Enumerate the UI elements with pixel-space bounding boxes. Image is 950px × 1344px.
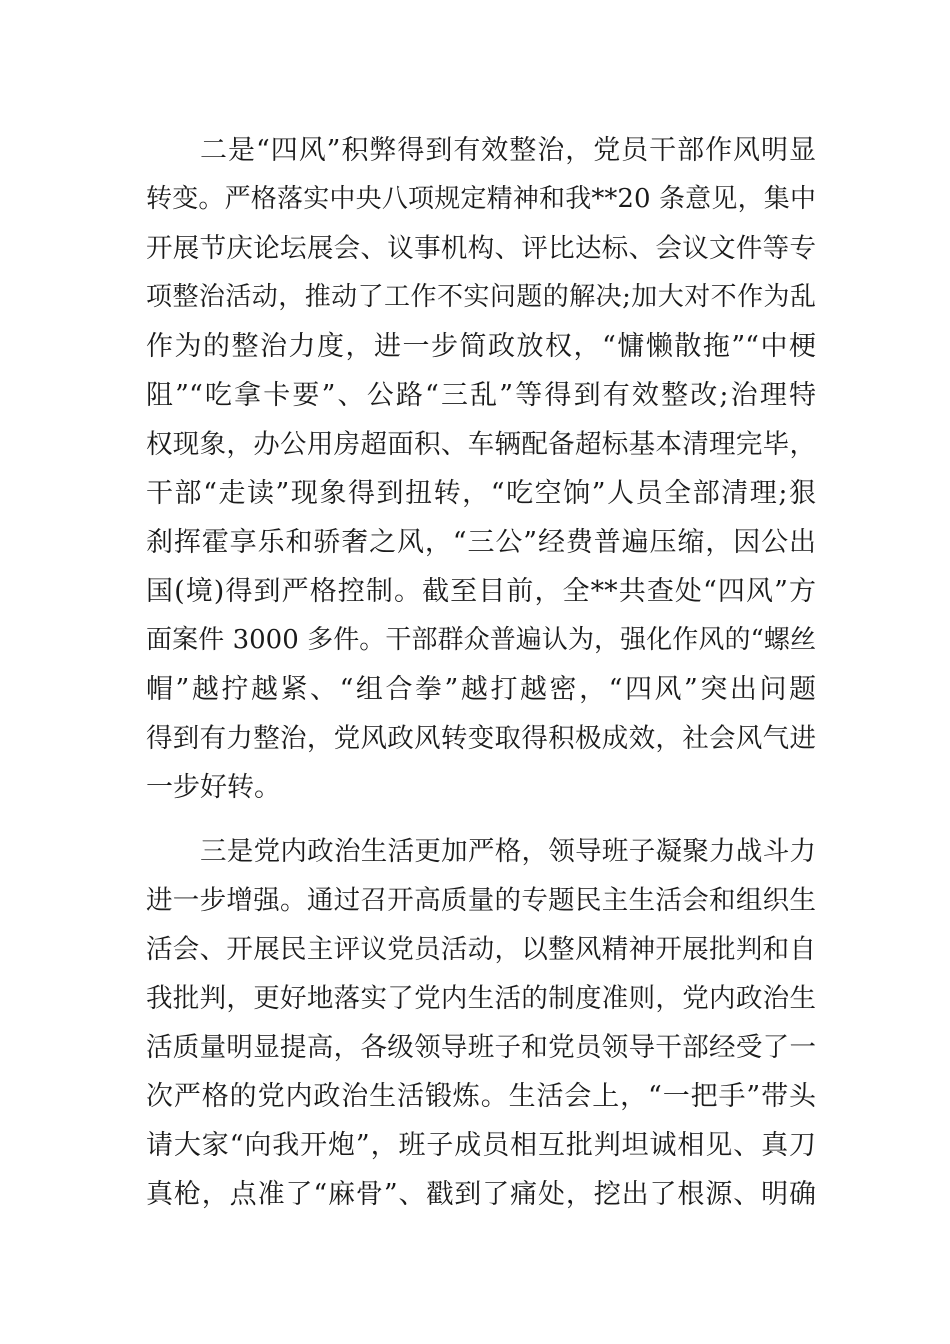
text-line: 进一步增强。通过召开高质量的专题民主生活会和组织生: [146, 885, 816, 916]
text-line: 刹挥霍享乐和骄奢之风，“三公”经费普遍压缩，因公出: [146, 527, 816, 558]
text-line: 权现象，办公用房超面积、车辆配备超标基本清理完毕，: [146, 429, 816, 460]
text-line: 请大家“向我开炮”，班子成员相互批判坦诚相见、真刀: [146, 1130, 816, 1161]
text-line: 一步好转。: [146, 772, 281, 803]
text-line: 我批判，更好地落实了党内生活的制度准则，党内政治生: [146, 983, 816, 1014]
text-line: 次严格的党内政治生活锻炼。生活会上，“一把手”带头: [146, 1081, 816, 1112]
text-line: 帽”越拧越紧、“组合拳”越打越密，“四风”突出问题: [146, 674, 816, 705]
text-line: 真枪，点准了“麻骨”、戳到了痛处，挖出了根源、明确: [146, 1179, 816, 1210]
text-line: 活质量明显提高，各级领导班子和党员领导干部经受了一: [146, 1032, 816, 1063]
text-line: 面案件 3000 多件。干部群众普遍认为，强化作风的“螺丝: [146, 625, 816, 655]
text-line: 项整治活动，推动了工作不实问题的解决;加大对不作为乱: [146, 282, 816, 312]
text-line: 作为的整治力度，进一步简政放权，“慵懒散拖”“中梗: [146, 331, 816, 362]
paragraph-party-life: [146, 827, 816, 1219]
text-line: 得到有力整治，党风政风转变取得积极成效，社会风气进: [146, 723, 816, 754]
text-line: 活会、开展民主评议党员活动，以整风精神开展批判和自: [146, 934, 816, 965]
text-line: 二是“四风”积弊得到有效整治，党员干部作风明显: [200, 135, 816, 166]
text-line: 三是党内政治生活更加严格，领导班子凝聚力战斗力: [200, 836, 816, 867]
text-line: 转变。严格落实中央八项规定精神和我**20 条意见，集中: [146, 184, 816, 214]
text-line: 干部“走读”现象得到扭转，“吃空饷”人员全部清理;狠: [146, 478, 816, 509]
paragraph-four-winds: [146, 126, 816, 812]
text-line: 国(境)得到严格控制。截至目前，全**共查处“四风”方: [146, 576, 816, 607]
text-line: 开展节庆论坛展会、议事机构、评比达标、会议文件等专: [146, 233, 816, 264]
text-line: 阻”“吃拿卡要”、公路“三乱”等得到有效整改;治理特: [146, 380, 816, 411]
